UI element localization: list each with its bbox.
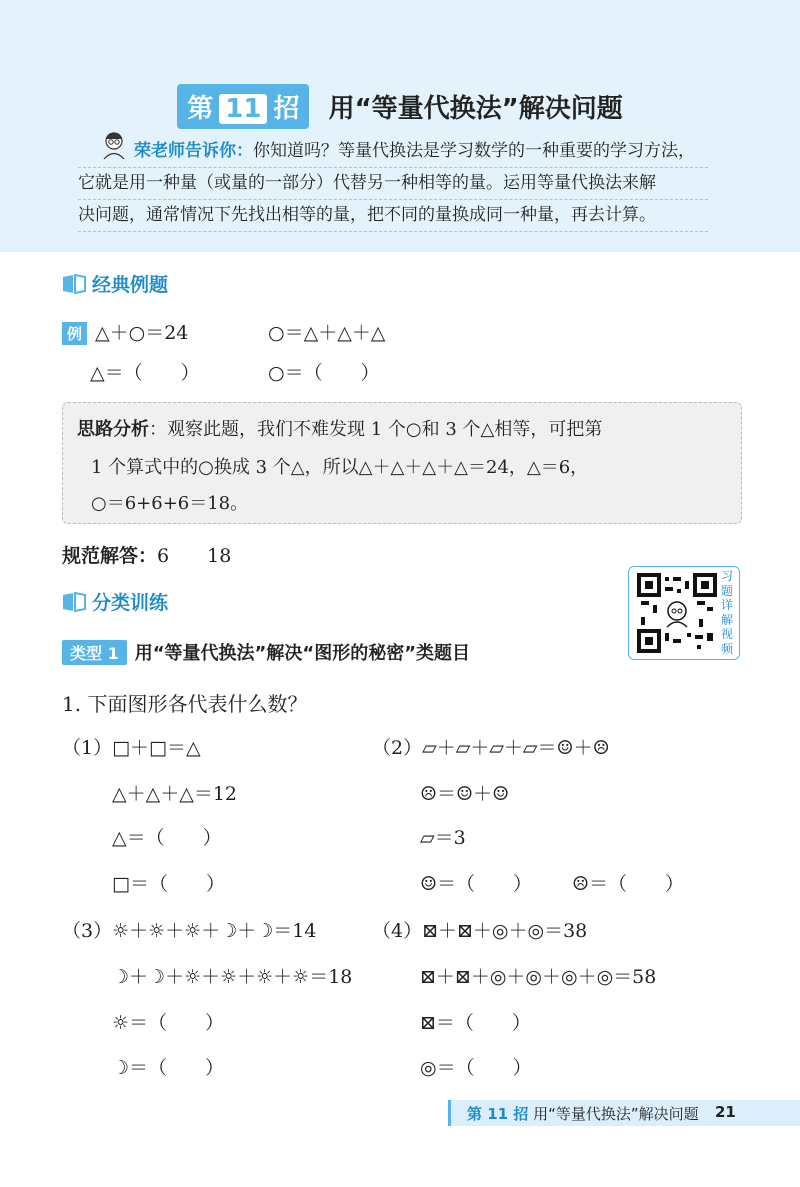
q1-part1-label: （1） [62, 737, 113, 759]
q1-part2-line4b: ☹＝（ ） [572, 873, 685, 895]
analysis-line-3: ○＝6+6+6＝18。 [91, 493, 249, 514]
q1-part3-label: （3） [62, 920, 113, 942]
q1-part3-line4: ☽＝（ ） [112, 1057, 225, 1079]
q1-part4-line3: ⊠＝（ ） [420, 1012, 531, 1034]
analysis-text-1: ：观察此题，我们不难发现 1 个○和 3 个△相等，可把第 [149, 419, 603, 440]
tip-line-1 [78, 136, 708, 168]
q1-part4-eq1: ⊠＋⊠＋◎＋◎＝38 [422, 920, 588, 942]
page-footer [448, 1100, 800, 1126]
question-1-prompt: 1. 下面图形各代表什么数？ [62, 692, 308, 716]
chapter-title: 用“等量代换法”解决问题 [328, 94, 623, 124]
example-eq-2: ○＝△＋△＋△ [268, 322, 386, 344]
q1-part3-line1 [62, 916, 316, 943]
chapter-title-row [0, 84, 800, 129]
badge-suffix: 招 [273, 94, 300, 124]
q1-part4-line4: ◎＝（ ） [420, 1057, 532, 1079]
analysis-box [62, 402, 742, 524]
q1-part2-label: （2） [372, 737, 423, 759]
q1-part2-eq1: ▱＋▱＋▱＋▱＝☺＋☹ [422, 737, 610, 759]
q1-part4-label: （4） [372, 920, 423, 942]
section-examples [62, 270, 168, 297]
example-eq-1: △＋○＝24 [95, 322, 189, 344]
section-training-title: 分类训练 [92, 592, 169, 614]
q1-part1-line2: △＋△＋△＝12 [112, 783, 238, 805]
footer-chapter: 第 11 招 [467, 1105, 529, 1123]
q1-part1-line4: □＝（ ） [112, 873, 225, 895]
qr-code-panel[interactable] [628, 566, 740, 660]
type1-heading [62, 639, 470, 665]
tip-text-1: 你知道吗？等量代换法是学习数学的一种重要的学习方法， [253, 141, 695, 161]
tip-line-3: 决问题，通常情况下先找出相等的量，把不同的量换成同一种量，再去计算。 [78, 200, 708, 232]
badge-prefix: 第 [187, 94, 214, 124]
q1-part2-line3: ▱＝3 [420, 827, 466, 849]
q1-part2-line1 [372, 733, 610, 760]
example-line-1 [62, 318, 188, 345]
qr-code-icon[interactable] [637, 573, 717, 653]
book-icon [62, 274, 86, 294]
page-number: 21 [715, 1103, 736, 1121]
standard-answer-value: 6 18 [157, 545, 232, 567]
tip-line-2: 它就是用一种量（或量的一部分）代替另一种相等的量。运用等量代换法来解 [78, 168, 708, 200]
book-icon [62, 592, 86, 612]
type1-title: 用“等量代换法”解决“图形的秘密”类题目 [134, 643, 471, 664]
q1-part3-line2: ☽＋☽＋☼＋☼＋☼＋☼＝18 [112, 966, 353, 988]
type1-tag: 类型 1 [62, 640, 127, 665]
q1-part1-line3: △＝（ ） [112, 827, 222, 849]
q1-part3-eq1: ☼＋☼＋☼＋☽＋☽＝14 [112, 920, 317, 942]
chapter-badge [177, 84, 309, 129]
example-ans-2: ○＝（ ） [268, 362, 380, 384]
example-tag: 例 [62, 322, 87, 345]
qr-side-text: 习题详解视频 [721, 569, 734, 656]
q1-part3-line3: ☼＝（ ） [112, 1012, 225, 1034]
q1-part1-line1 [62, 733, 201, 760]
example-ans-1: △＝（ ） [90, 362, 200, 384]
analysis-label: 思路分析 [77, 419, 149, 440]
footer-chapter-title: 用“等量代换法”解决问题 [533, 1105, 699, 1123]
standard-answer [62, 541, 231, 568]
teacher-tip [78, 136, 708, 232]
page-header [0, 0, 800, 252]
section-training [62, 588, 168, 615]
q1-part4-line1 [372, 916, 587, 943]
analysis-line-1 [77, 415, 602, 441]
q1-part4-line2: ⊠＋⊠＋◎＋◎＋◎＋◎＝58 [420, 966, 657, 988]
tip-lead: 荣老师告诉你： [134, 141, 253, 161]
q1-part2-line4a: ☺＝（ ） [420, 873, 533, 895]
analysis-line-2: 1 个算式中的○换成 3 个△，所以△＋△＋△＋△＝24，△＝6， [91, 457, 589, 478]
q1-part1-eq1: □＋□＝△ [112, 737, 201, 759]
footer-title [467, 1103, 699, 1124]
q1-part2-line2: ☹＝☺＋☺ [420, 783, 510, 805]
badge-number: 11 [219, 94, 267, 124]
standard-answer-label: 规范解答： [62, 545, 158, 567]
section-examples-title: 经典例题 [92, 274, 169, 296]
